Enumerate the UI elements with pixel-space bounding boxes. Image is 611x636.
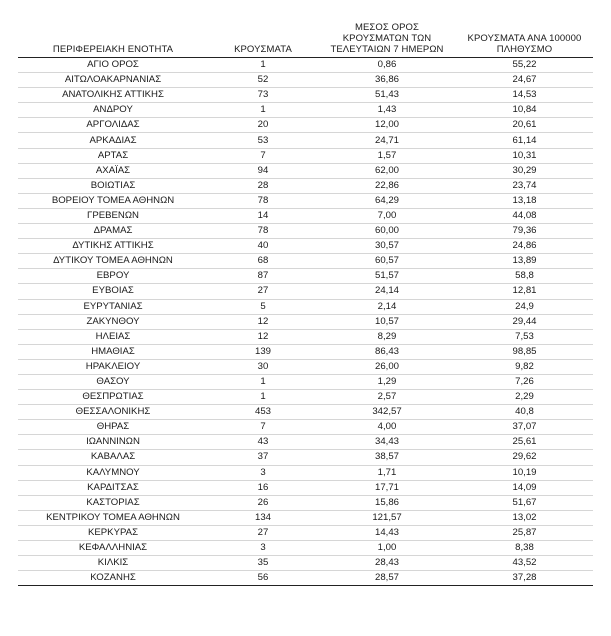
region-cell: ΗΛΕΙΑΣ bbox=[18, 329, 208, 344]
avg-7day-cell: 30,57 bbox=[318, 239, 456, 254]
per100k-cell: 14,53 bbox=[456, 88, 593, 103]
cases-cell: 30 bbox=[208, 359, 318, 374]
per100k-cell: 37,07 bbox=[456, 420, 593, 435]
table-row bbox=[18, 284, 593, 299]
region-cell: ΚΕΡΚΥΡΑΣ bbox=[18, 525, 208, 540]
per100k-cell: 10,84 bbox=[456, 103, 593, 118]
per100k-cell: 9,82 bbox=[456, 359, 593, 374]
cases-cell: 3 bbox=[208, 541, 318, 556]
avg-7day-cell: 2,14 bbox=[318, 299, 456, 314]
cases-cell: 56 bbox=[208, 571, 318, 586]
avg-7day-cell: 86,43 bbox=[318, 344, 456, 359]
region-cell: ΑΧΑΪΑΣ bbox=[18, 163, 208, 178]
avg-7day-cell: 342,57 bbox=[318, 405, 456, 420]
avg-7day-cell: 1,43 bbox=[318, 103, 456, 118]
avg-7day-cell: 51,57 bbox=[318, 269, 456, 284]
header-avg-line-1: ΜΕΣΟΣ ΟΡΟΣ bbox=[354, 22, 419, 33]
avg-7day-cell: 51,43 bbox=[318, 88, 456, 103]
region-cell: ΑΡΓΟΛΙΔΑΣ bbox=[18, 118, 208, 133]
per100k-cell: 61,14 bbox=[456, 133, 593, 148]
table-row bbox=[18, 254, 593, 269]
per100k-cell: 43,52 bbox=[456, 556, 593, 571]
table-row bbox=[18, 193, 593, 208]
table-row bbox=[18, 133, 593, 148]
table-row bbox=[18, 208, 593, 223]
cases-cell: 1 bbox=[208, 390, 318, 405]
per100k-cell: 30,29 bbox=[456, 163, 593, 178]
table-header bbox=[18, 10, 593, 58]
cases-cell: 53 bbox=[208, 133, 318, 148]
avg-7day-cell: 12,00 bbox=[318, 118, 456, 133]
cases-cell: 27 bbox=[208, 525, 318, 540]
per100k-cell: 13,18 bbox=[456, 193, 593, 208]
avg-7day-cell: 15,86 bbox=[318, 495, 456, 510]
region-cell: ΕΥΒΟΙΑΣ bbox=[18, 284, 208, 299]
header-region: ΠΕΡΙΦΕΡΕΙΑΚΗ ΕΝΟΤΗΤΑ bbox=[18, 10, 208, 58]
cases-cell: 94 bbox=[208, 163, 318, 178]
region-cell: ΕΥΡΥΤΑΝΙΑΣ bbox=[18, 299, 208, 314]
avg-7day-cell: 62,00 bbox=[318, 163, 456, 178]
table-row bbox=[18, 224, 593, 239]
region-cell: ΑΡΤΑΣ bbox=[18, 148, 208, 163]
per100k-cell: 44,08 bbox=[456, 208, 593, 223]
cases-cell: 1 bbox=[208, 103, 318, 118]
cases-cell: 28 bbox=[208, 178, 318, 193]
avg-7day-cell: 2,57 bbox=[318, 390, 456, 405]
cases-cell: 78 bbox=[208, 193, 318, 208]
table-row bbox=[18, 556, 593, 571]
region-cell: ΔΥΤΙΚΗΣ ΑΤΤΙΚΗΣ bbox=[18, 239, 208, 254]
per100k-cell: 25,61 bbox=[456, 435, 593, 450]
per100k-cell: 8,38 bbox=[456, 541, 593, 556]
table-row bbox=[18, 103, 593, 118]
table-body bbox=[18, 58, 593, 586]
table-row bbox=[18, 163, 593, 178]
region-cell: ΚΟΖΑΝΗΣ bbox=[18, 571, 208, 586]
per100k-cell: 40,8 bbox=[456, 405, 593, 420]
per100k-cell: 29,44 bbox=[456, 314, 593, 329]
region-cell: ΚΑΣΤΟΡΙΑΣ bbox=[18, 495, 208, 510]
per100k-cell: 7,53 bbox=[456, 329, 593, 344]
per100k-cell: 13,02 bbox=[456, 510, 593, 525]
avg-7day-cell: 121,57 bbox=[318, 510, 456, 525]
cases-cell: 3 bbox=[208, 465, 318, 480]
region-cell: ΖΑΚΥΝΘΟΥ bbox=[18, 314, 208, 329]
per100k-cell: 55,22 bbox=[456, 58, 593, 73]
header-avg-line-2: ΚΡΟΥΣΜΑΤΩΝ ΤΩΝ bbox=[342, 33, 432, 44]
avg-7day-cell: 7,00 bbox=[318, 208, 456, 223]
avg-7day-cell: 1,00 bbox=[318, 541, 456, 556]
avg-7day-cell: 64,29 bbox=[318, 193, 456, 208]
avg-7day-cell: 26,00 bbox=[318, 359, 456, 374]
region-cell: ΚΑΛΥΜΝΟΥ bbox=[18, 465, 208, 480]
per100k-cell: 7,26 bbox=[456, 374, 593, 389]
region-cell: ΕΒΡΟΥ bbox=[18, 269, 208, 284]
region-cell: ΑΙΤΩΛΟΑΚΑΡΝΑΝΙΑΣ bbox=[18, 73, 208, 88]
avg-7day-cell: 1,57 bbox=[318, 148, 456, 163]
avg-7day-cell: 8,29 bbox=[318, 329, 456, 344]
region-cell: ΑΡΚΑΔΙΑΣ bbox=[18, 133, 208, 148]
cases-cell: 37 bbox=[208, 450, 318, 465]
per100k-cell: 25,87 bbox=[456, 525, 593, 540]
cases-cell: 40 bbox=[208, 239, 318, 254]
table-row bbox=[18, 269, 593, 284]
per100k-cell: 51,67 bbox=[456, 495, 593, 510]
avg-7day-cell: 60,00 bbox=[318, 224, 456, 239]
cases-cell: 20 bbox=[208, 118, 318, 133]
table-row bbox=[18, 118, 593, 133]
cases-cell: 87 bbox=[208, 269, 318, 284]
table-row bbox=[18, 88, 593, 103]
per100k-cell: 12,81 bbox=[456, 284, 593, 299]
table-row bbox=[18, 525, 593, 540]
per100k-cell: 24,86 bbox=[456, 239, 593, 254]
avg-7day-cell: 38,57 bbox=[318, 450, 456, 465]
cases-cell: 1 bbox=[208, 374, 318, 389]
cases-cell: 43 bbox=[208, 435, 318, 450]
table-row bbox=[18, 344, 593, 359]
region-cell: ΚΑΒΑΛΑΣ bbox=[18, 450, 208, 465]
region-cell: ΘΕΣΣΑΛΟΝΙΚΗΣ bbox=[18, 405, 208, 420]
region-cell: ΓΡΕΒΕΝΩΝ bbox=[18, 208, 208, 223]
cases-cell: 52 bbox=[208, 73, 318, 88]
header-per100k-line-1: ΚΡΟΥΣΜΑΤΑ ΑΝΑ 100000 bbox=[467, 33, 582, 44]
region-cell: ΑΝΑΤΟΛΙΚΗΣ ΑΤΤΙΚΗΣ bbox=[18, 88, 208, 103]
table-row bbox=[18, 510, 593, 525]
region-cell: ΗΜΑΘΙΑΣ bbox=[18, 344, 208, 359]
per100k-cell: 20,61 bbox=[456, 118, 593, 133]
cases-table bbox=[18, 10, 593, 586]
avg-7day-cell: 14,43 bbox=[318, 525, 456, 540]
table-row bbox=[18, 541, 593, 556]
region-cell: ΑΝΔΡΟΥ bbox=[18, 103, 208, 118]
cases-cell: 453 bbox=[208, 405, 318, 420]
table-row bbox=[18, 58, 593, 73]
avg-7day-cell: 4,00 bbox=[318, 420, 456, 435]
region-cell: ΙΩΑΝΝΙΝΩΝ bbox=[18, 435, 208, 450]
region-cell: ΚΕΦΑΛΛΗΝΙΑΣ bbox=[18, 541, 208, 556]
region-cell: ΗΡΑΚΛΕΙΟΥ bbox=[18, 359, 208, 374]
per100k-cell: 13,89 bbox=[456, 254, 593, 269]
avg-7day-cell: 1,71 bbox=[318, 465, 456, 480]
avg-7day-cell: 24,14 bbox=[318, 284, 456, 299]
per100k-cell: 23,74 bbox=[456, 178, 593, 193]
table-row bbox=[18, 420, 593, 435]
avg-7day-cell: 22,86 bbox=[318, 178, 456, 193]
table-row bbox=[18, 571, 593, 586]
cases-cell: 1 bbox=[208, 58, 318, 73]
region-cell: ΚΑΡΔΙΤΣΑΣ bbox=[18, 480, 208, 495]
per100k-cell: 37,28 bbox=[456, 571, 593, 586]
cases-cell: 5 bbox=[208, 299, 318, 314]
region-cell: ΔΥΤΙΚΟΥ ΤΟΜΕΑ ΑΘΗΝΩΝ bbox=[18, 254, 208, 269]
table-row bbox=[18, 405, 593, 420]
region-cell: ΚΕΝΤΡΙΚΟΥ ΤΟΜΕΑ ΑΘΗΝΩΝ bbox=[18, 510, 208, 525]
region-cell: ΒΟΙΩΤΙΑΣ bbox=[18, 178, 208, 193]
table-row bbox=[18, 495, 593, 510]
table-row bbox=[18, 359, 593, 374]
table-row bbox=[18, 329, 593, 344]
per100k-cell: 58,8 bbox=[456, 269, 593, 284]
table-row bbox=[18, 450, 593, 465]
per100k-cell: 24,67 bbox=[456, 73, 593, 88]
region-cell: ΒΟΡΕΙΟΥ ΤΟΜΕΑ ΑΘΗΝΩΝ bbox=[18, 193, 208, 208]
avg-7day-cell: 24,71 bbox=[318, 133, 456, 148]
table-row bbox=[18, 435, 593, 450]
table-row bbox=[18, 314, 593, 329]
cases-cell: 134 bbox=[208, 510, 318, 525]
cases-cell: 7 bbox=[208, 148, 318, 163]
cases-cell: 7 bbox=[208, 420, 318, 435]
cases-cell: 16 bbox=[208, 480, 318, 495]
avg-7day-cell: 0,86 bbox=[318, 58, 456, 73]
table-row bbox=[18, 390, 593, 405]
cases-cell: 68 bbox=[208, 254, 318, 269]
cases-cell: 26 bbox=[208, 495, 318, 510]
table-row bbox=[18, 178, 593, 193]
cases-cell: 14 bbox=[208, 208, 318, 223]
avg-7day-cell: 17,71 bbox=[318, 480, 456, 495]
per100k-cell: 10,31 bbox=[456, 148, 593, 163]
region-cell: ΑΓΙΟ ΟΡΟΣ bbox=[18, 58, 208, 73]
region-cell: ΔΡΑΜΑΣ bbox=[18, 224, 208, 239]
avg-7day-cell: 28,43 bbox=[318, 556, 456, 571]
avg-7day-cell: 10,57 bbox=[318, 314, 456, 329]
cases-cell: 35 bbox=[208, 556, 318, 571]
cases-cell: 78 bbox=[208, 224, 318, 239]
avg-7day-cell: 1,29 bbox=[318, 374, 456, 389]
table-row bbox=[18, 374, 593, 389]
cases-cell: 73 bbox=[208, 88, 318, 103]
region-cell: ΘΑΣΟΥ bbox=[18, 374, 208, 389]
cases-cell: 139 bbox=[208, 344, 318, 359]
table-row bbox=[18, 465, 593, 480]
per100k-cell: 79,36 bbox=[456, 224, 593, 239]
table-row bbox=[18, 480, 593, 495]
per100k-cell: 98,85 bbox=[456, 344, 593, 359]
header-7day-average bbox=[318, 10, 456, 58]
per100k-cell: 14,09 bbox=[456, 480, 593, 495]
header-cases: ΚΡΟΥΣΜΑΤΑ bbox=[208, 10, 318, 58]
per100k-cell: 29,62 bbox=[456, 450, 593, 465]
table-row bbox=[18, 299, 593, 314]
cases-cell: 12 bbox=[208, 314, 318, 329]
cases-cell: 27 bbox=[208, 284, 318, 299]
avg-7day-cell: 28,57 bbox=[318, 571, 456, 586]
cases-cell: 12 bbox=[208, 329, 318, 344]
region-cell: ΘΗΡΑΣ bbox=[18, 420, 208, 435]
per100k-cell: 24,9 bbox=[456, 299, 593, 314]
avg-7day-cell: 60,57 bbox=[318, 254, 456, 269]
header-per100k-line-2: ΠΛΗΘΥΣΜΟ bbox=[496, 44, 553, 55]
avg-7day-cell: 36,86 bbox=[318, 73, 456, 88]
region-cell: ΚΙΛΚΙΣ bbox=[18, 556, 208, 571]
table-row bbox=[18, 239, 593, 254]
avg-7day-cell: 34,43 bbox=[318, 435, 456, 450]
table-row bbox=[18, 73, 593, 88]
table-row bbox=[18, 148, 593, 163]
header-avg-line-3: ΤΕΛΕΥΤΑΙΩΝ 7 ΗΜΕΡΩΝ bbox=[330, 44, 444, 55]
region-cell: ΘΕΣΠΡΩΤΙΑΣ bbox=[18, 390, 208, 405]
per100k-cell: 2,29 bbox=[456, 390, 593, 405]
per100k-cell: 10,19 bbox=[456, 465, 593, 480]
header-cases-per-100k bbox=[456, 10, 593, 58]
